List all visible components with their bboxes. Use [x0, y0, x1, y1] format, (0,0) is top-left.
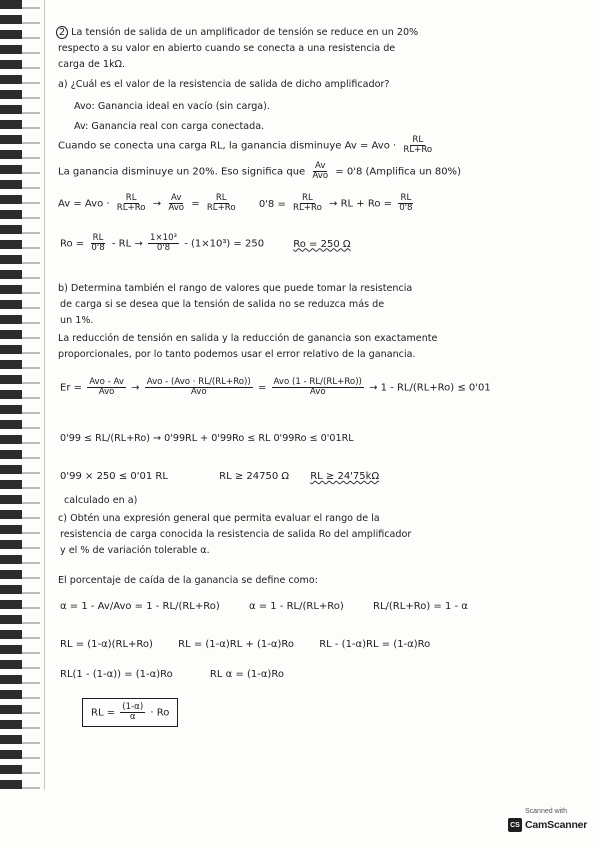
alpha-derivation-row-2 [60, 670, 284, 680]
part-b-question-2: de carga si se desea que la tensión de salida no se reduzca más de [60, 299, 385, 310]
fraction-denominator: RL+Ro [293, 203, 322, 214]
alpha-definition-row [60, 602, 468, 612]
arrow-1: → [152, 198, 162, 210]
fraction-er-3 [272, 378, 364, 397]
alpha-eq-b: α = 1 - RL/(RL+Ro) [248, 601, 344, 612]
calculated-note: calculado en a) [64, 495, 138, 506]
inequality-2 [60, 472, 379, 482]
margin-line [44, 0, 45, 790]
fraction-numerator: RL [400, 193, 412, 203]
fraction-1e3-over-0-8 [148, 234, 179, 253]
part-c-text-1: El porcentaje de caída de la ganancia se define como: [58, 575, 318, 586]
eq-ro-value: - (1×10³) = 250 [184, 238, 265, 250]
equals-1: = [191, 198, 200, 210]
fraction-denominator: 0'8 [91, 243, 105, 254]
fraction-rl-over-rl-ro [401, 136, 434, 155]
fraction-numerator: RL [412, 135, 424, 145]
fraction-denominator: Avo [98, 387, 115, 398]
final-expression-box [82, 698, 178, 727]
fraction-denominator: α [129, 712, 136, 723]
fraction-numerator: RL [302, 193, 313, 203]
part-a-result: Ro = 250 Ω [293, 238, 351, 250]
problem-intro-line-3: carga de 1kΩ. [58, 59, 126, 70]
fraction-er-2 [145, 378, 253, 397]
inequality-2-text: 0'99 × 250 ≤ 0'01 RL [60, 471, 168, 482]
part-a-line-2-text: La ganancia disminuye un 20%. Eso significa que [58, 166, 306, 178]
fraction-av-over-avo [166, 194, 186, 213]
alpha-eq-a: α = 1 - Av/Avo = 1 - RL/(RL+Ro) [60, 601, 220, 612]
inequality-1: 0'99 ≤ RL/(RL+Ro) → 0'99RL + 0'99Ro ≤ RL 0'99Ro ≤ 0'01RL [60, 433, 354, 444]
camscanner-logo-icon: CS [508, 818, 522, 832]
part-b-question-3: un 1%. [60, 315, 94, 326]
alpha-eq-2b: RL = (1-α)RL + (1-α)Ro [178, 639, 294, 650]
part-b-result: RL ≥ 24'75kΩ [310, 471, 380, 482]
fraction-rl-over-0-8 [397, 194, 414, 213]
eq-minus-rl: - RL → [111, 238, 143, 250]
fraction-numerator: Av [170, 193, 182, 203]
fraction-numerator: RL [125, 193, 137, 203]
alpha-eq-3b: RL α = (1-α)Ro [209, 669, 284, 680]
fraction-er [87, 378, 126, 397]
fraction-rl-over-rl-ro [205, 194, 238, 213]
fraction-rl-over-0-8 [89, 234, 106, 253]
result-rhs: · Ro [150, 707, 170, 719]
final-expression [82, 698, 178, 727]
relative-error-derivation: Er = $\frac{\text{Avo - Av}}{\text{Avo}}$ → $\frac{\text{Avo - (Avo · RL/(RL+Ro))}}{\text{Avo}}$ = $\frac{\text{Avo (1 - RL/(RL+Ro))}}{\text{Avo}}$ → 1 - RL/(RL+Ro) ≤ 0'01 [60, 377, 491, 398]
watermark-top-text: Scanned with [524, 808, 568, 815]
fraction-denominator: Avo [168, 203, 185, 214]
alpha-derivation-row-1 [60, 640, 430, 650]
fraction-numerator: Avo (1 - RL/(RL+Ro)) [273, 377, 362, 387]
problem-intro-line-1 [56, 28, 418, 38]
fraction-numerator: Av [315, 161, 326, 171]
alpha-eq-c: RL/(RL+Ro) = 1 - α [373, 601, 468, 612]
er-tail: → 1 - RL/(RL+Ro) ≤ 0'01 [369, 382, 491, 394]
fraction-one-minus-alpha-over-alpha [120, 703, 145, 722]
camscanner-wordmark: CamScanner [525, 819, 588, 831]
fraction-av-over-avo [310, 162, 330, 181]
eq-ro: Ro = [60, 238, 85, 250]
fraction-denominator: Avo [309, 387, 326, 398]
result-lhs: RL = [91, 707, 116, 719]
fraction-denominator: 0'8 [156, 243, 171, 254]
fraction-denominator: Avo [312, 171, 329, 182]
eq-rl-ro: → RL + Ro = [329, 198, 393, 210]
part-b-text-1: La reducción de tensión en salida y la reducción de ganancia son exactamente [58, 333, 438, 344]
part-a-equation-chain [58, 194, 417, 213]
eq-av: Av = Avo · [58, 198, 110, 210]
part-a-ro-derivation [60, 234, 351, 253]
binding-holes [22, 0, 40, 790]
fraction-numerator: RL [215, 193, 227, 203]
part-a-line-1 [58, 136, 436, 155]
problem-intro-line-2: respecto a su valor en abierto cuando se conecta a una resistencia de [58, 43, 396, 54]
er-label: Er = [60, 382, 82, 394]
watermark-logo-row [508, 818, 587, 832]
problem-number: 2 [56, 26, 68, 39]
alpha-eq-2c: RL - (1-α)RL = (1-α)Ro [319, 639, 431, 650]
fraction-denominator: 0'8 [399, 203, 413, 214]
fraction-denominator: RL+Ro [403, 145, 433, 156]
spiral-binding [0, 0, 22, 790]
fraction-numerator: (1-α) [122, 702, 144, 712]
part-c-question-3: y el % de variación tolerable α. [60, 545, 210, 556]
alpha-eq-3a: RL(1 - (1-α)) = (1-α)Ro [60, 669, 173, 680]
fraction-numerator: Avo - (Avo · RL/(RL+Ro)) [146, 377, 251, 387]
part-a-line-2-tail: = 0'8 (Amplifica un 80%) [335, 166, 461, 178]
fraction-numerator: 1×10³ [149, 233, 177, 243]
fraction-denominator: Avo [190, 387, 207, 398]
part-a-line-2 [58, 162, 461, 181]
inequality-2-mid: RL ≥ 24750 Ω [219, 471, 290, 482]
alpha-eq-2a: RL = (1-α)(RL+Ro) [60, 639, 153, 650]
definition-av: Av: Ganancia real con carga conectada. [74, 121, 265, 132]
definition-avo: Avo: Ganancia ideal en vacío (sin carga). [74, 101, 270, 112]
fraction-denominator: RL+Ro [116, 203, 146, 214]
camscanner-watermark [508, 808, 588, 838]
part-a-line-1-text: Cuando se conecta una carga RL, la ganancia disminuye Av = Avo · [58, 140, 397, 152]
part-a-question: a) ¿Cuál es el valor de la resistencia de salida de dicho amplificador? [58, 79, 390, 90]
fraction-numerator: RL [92, 233, 104, 243]
part-b-question-1: b) Determina también el rango de valores que puede tomar la resistencia [58, 283, 413, 294]
part-c-question-1: c) Obtén una expresión general que permita evaluar el rango de la [58, 513, 380, 524]
fraction-numerator: Avo - Av [89, 377, 124, 387]
fraction-rl-over-rl-ro [115, 194, 148, 213]
fraction-rl-over-rl-ro [291, 194, 324, 213]
eq-0-8: 0'8 = [258, 198, 286, 210]
fraction-denominator: RL+Ro [206, 203, 236, 214]
part-b-text-2: proporcionales, por lo tanto podemos usar el error relativo de la ganancia. [58, 349, 416, 360]
part-c-question-2: resistencia de carga conocida la resistencia de salida Ro del amplificador [60, 529, 412, 540]
intro-text-1: La tensión de salida de un amplificador de tensión se reduce en un 20% [71, 27, 419, 38]
